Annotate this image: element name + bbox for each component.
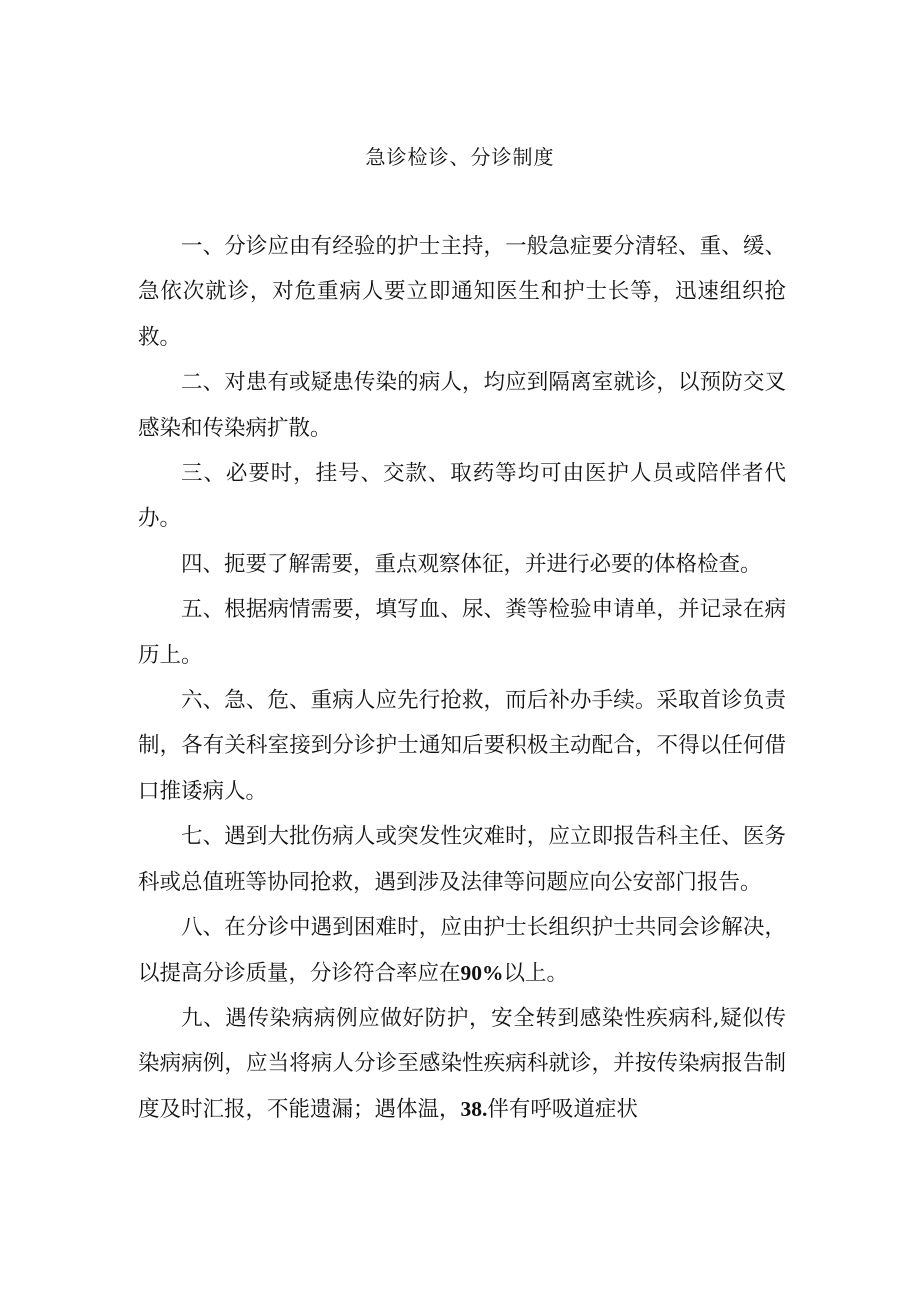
document-body bbox=[138, 224, 786, 1132]
temperature-value: 38. bbox=[460, 1096, 488, 1121]
paragraph-8-text-before: 八、在分诊中遇到困难时，应由护士长组织护士共同会诊解决，以提高分诊质量，分诊符合率应在 bbox=[138, 915, 786, 986]
paragraph-2: 二、对患有或疑患传染的病人，均应到隔离室就诊，以预防交叉感染和传染病扩散。 bbox=[138, 370, 786, 441]
paragraph-1: 一、分诊应由有经验的护士主持，一般急症要分清轻、重、缓、急依次就诊，对危重病人要立即通知医生和护士长等，迅速组织抢救。 bbox=[138, 234, 786, 350]
paragraph-4: 四、扼要了解需要，重点观察体征，并进行必要的体格检查。 bbox=[181, 551, 762, 577]
paragraph-6: 六、急、危、重病人应先行抢救，而后补办手续。采取首诊负责制，各有关科室接到分诊护士通知后要积极主动配合，不得以任何借口推诿病人。 bbox=[138, 688, 786, 804]
paragraph-7: 七、遇到大批伤病人或突发性灾难时，应立即报告科主任、医务科或总值班等协同抢救，遇到涉及法律等问题应向公安部门报告。 bbox=[138, 824, 786, 895]
paragraph-9-text-before: 九、遇传染病病例应做好防护，安全转到感染性疾病科,疑似传染病病例，应当将病人分诊至感染性疾病科就诊，并按传染病报告制度及时汇报，不能遗漏；遇体温， bbox=[138, 1005, 786, 1122]
paragraph-5: 五、根据病情需要，填写血、尿、粪等检验申请单，并记录在病历上。 bbox=[138, 597, 786, 668]
paragraph-3: 三、必要时，挂号、交款、取药等均可由医护人员或陪伴者代办。 bbox=[138, 461, 786, 532]
paragraph-8 bbox=[138, 905, 786, 996]
document-title: 急诊检诊、分诊制度 bbox=[365, 145, 555, 169]
paragraph-8-text-after: 以上。 bbox=[503, 960, 569, 986]
paragraph-9-text-after: 伴有呼吸道症状 bbox=[487, 1096, 638, 1122]
paragraph-9 bbox=[138, 996, 786, 1132]
rate-value: 90% bbox=[460, 960, 504, 985]
